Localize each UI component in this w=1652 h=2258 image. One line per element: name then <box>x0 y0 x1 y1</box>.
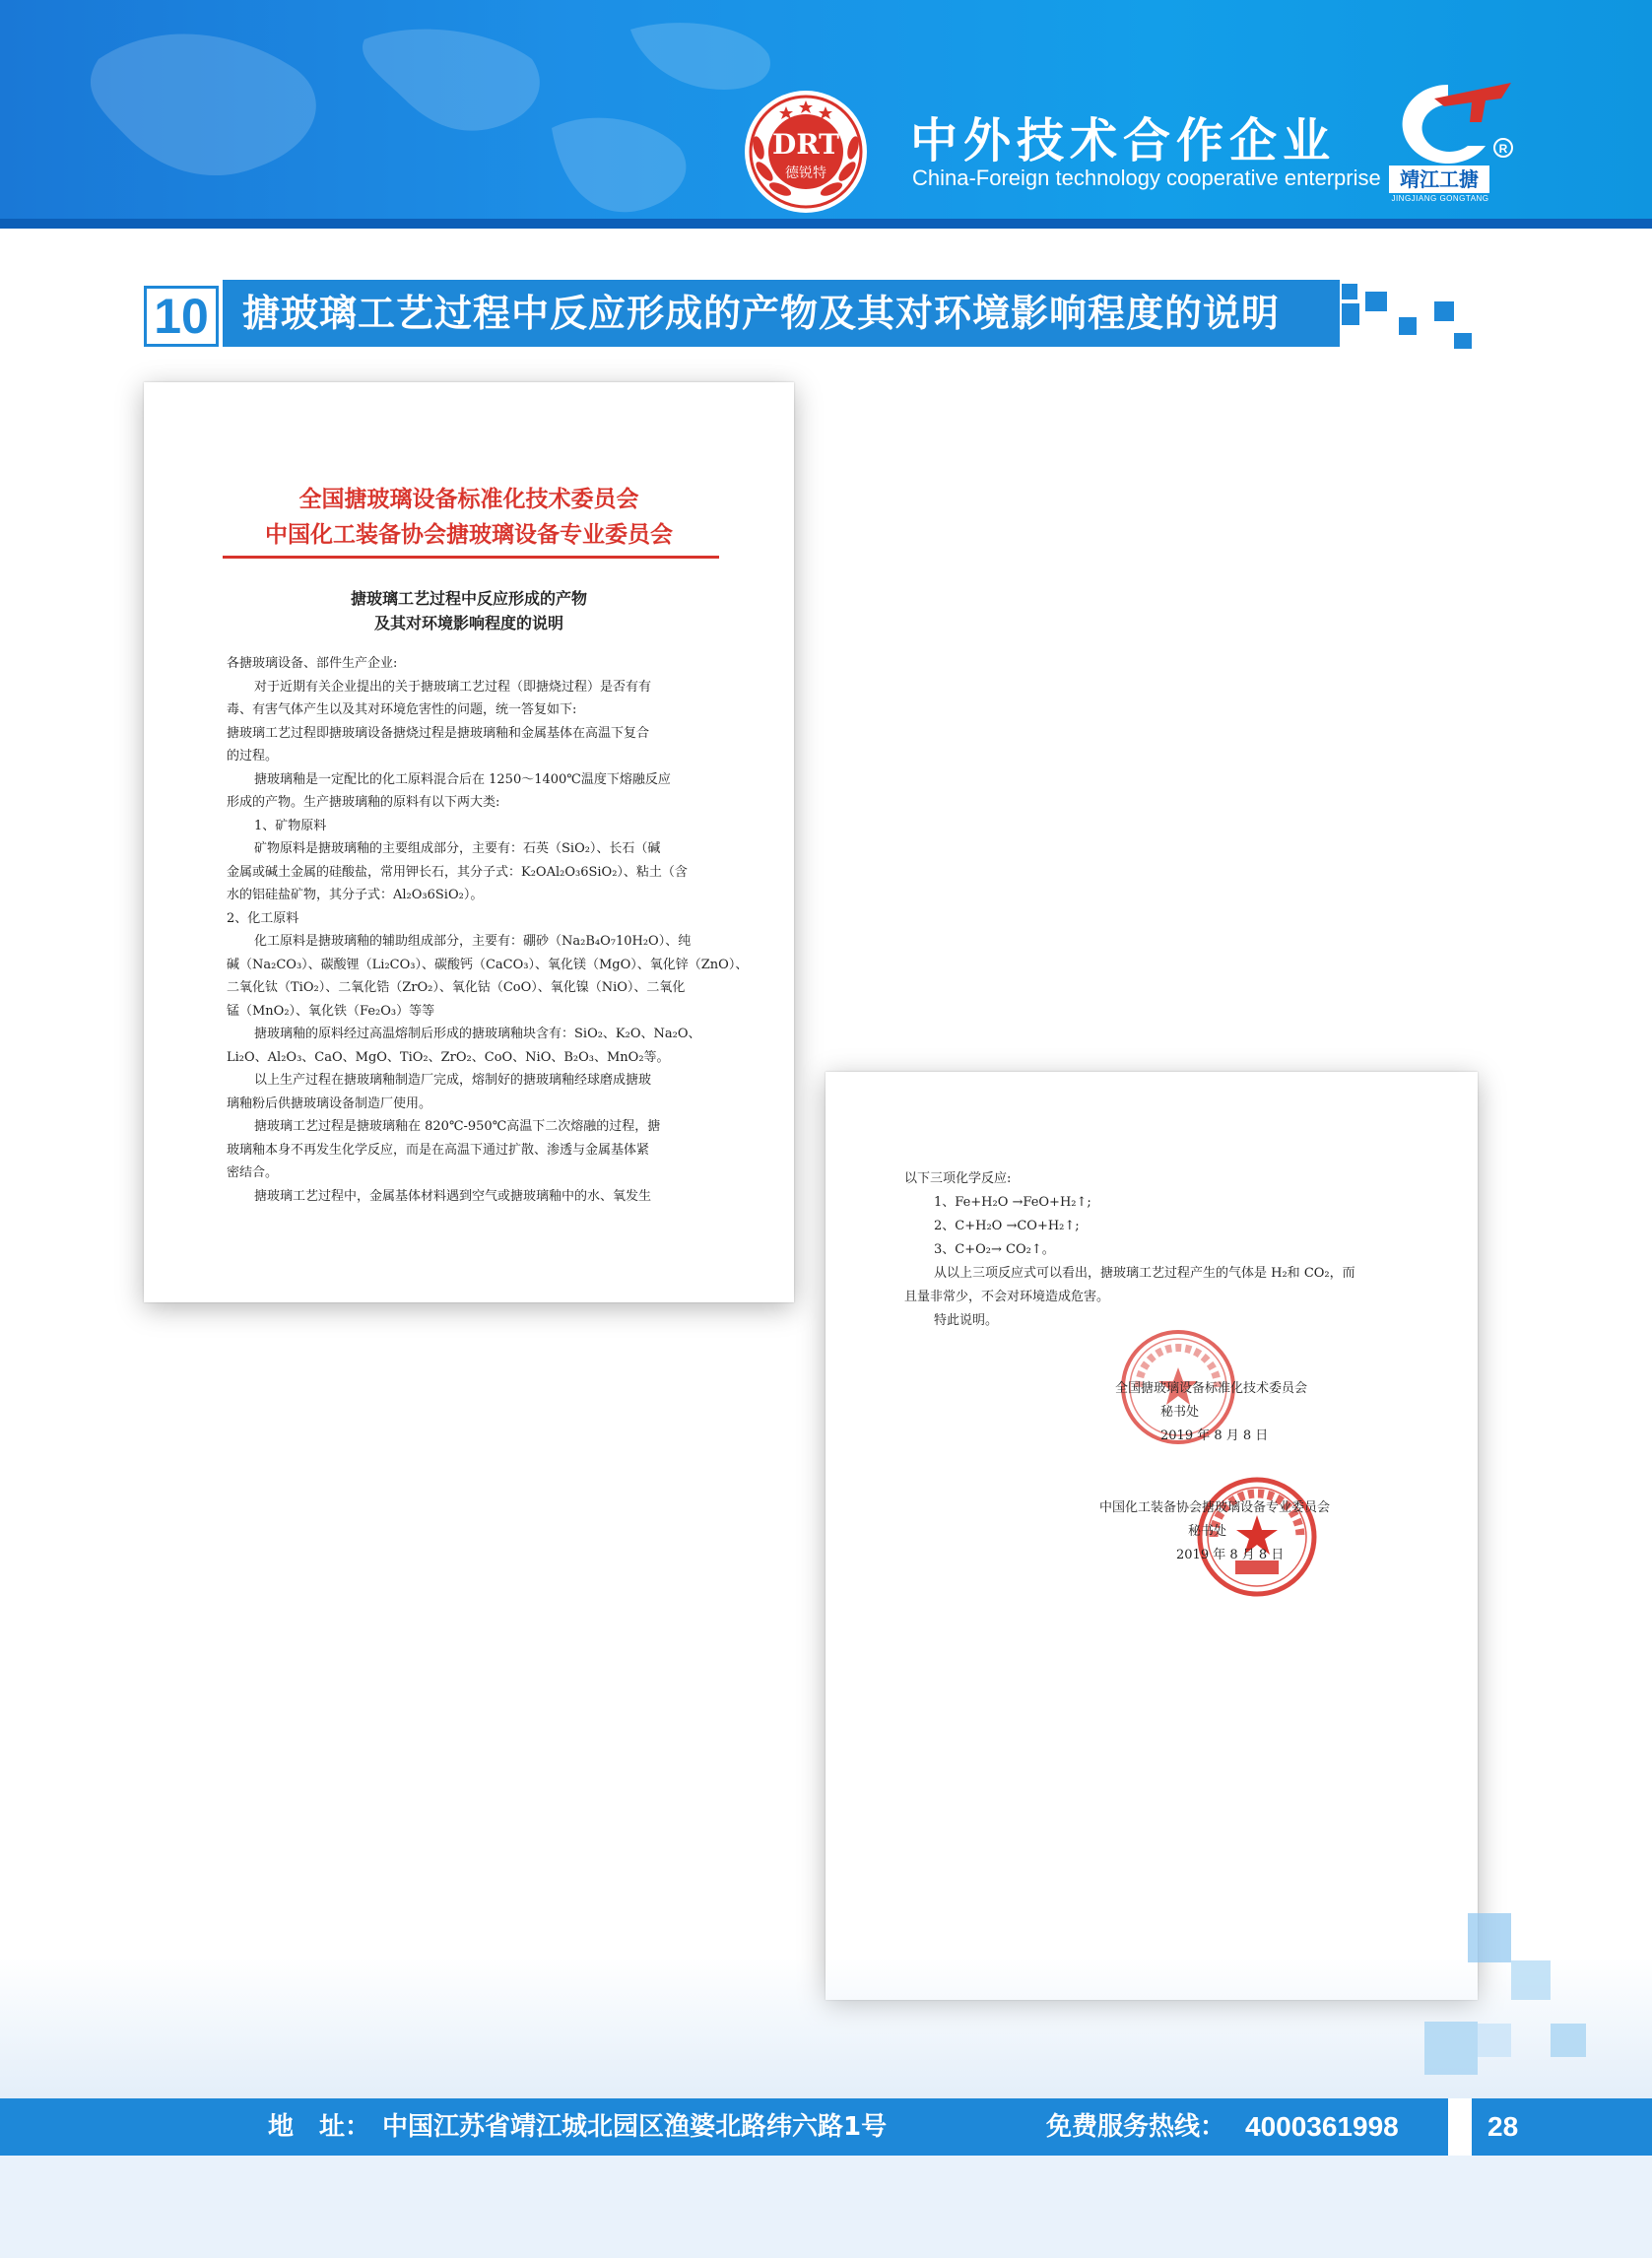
doc1-body-line: 锰（MnO₂）、氧化铁（Fe₂O₃）等等 <box>227 1004 435 1019</box>
footer-address-label: 地 址： <box>268 2112 371 2142</box>
doc1-body-line: 2、化工原料 <box>227 911 299 926</box>
doc1-body-line: 毒、有害气体产生以及其对环境危害性的问题，统一答复如下: <box>227 702 577 717</box>
doc1-title-line-2: 及其对环境影响程度的说明 <box>373 614 563 632</box>
jingjiang-logo-subtext: JINGJIANG GONGTANG <box>1391 194 1489 203</box>
doc2-sign2-dept: 秘书处 <box>1188 1524 1227 1539</box>
doc1-body-line: 搪玻璃工艺过程即搪玻璃设备搪烧过程是搪玻璃釉和金属基体在高温下复合 <box>227 726 650 741</box>
doc2-body-line: 2、C+H₂O →CO+H₂↑; <box>934 1219 1080 1233</box>
doc1-body-line: 玻璃釉本身不再发生化学反应，而是在高温下通过扩散、渗透与金属基体紧 <box>227 1143 650 1158</box>
doc1-body-line: 形成的产物。生产搪玻璃釉的原料有以下两大类: <box>227 795 500 810</box>
doc1-body-line: Li₂O、Al₂O₃、CaO、MgO、TiO₂、ZrO₂、CoO、NiO、B₂O₃、MnO₂等。 <box>227 1050 670 1065</box>
document-page-2 <box>826 1072 1478 2000</box>
doc2-body-line: 且量非常少，不会对环境造成危害。 <box>904 1290 1110 1304</box>
svg-text:德锐特: 德锐特 <box>785 166 826 181</box>
header-bottom-line <box>0 219 1652 229</box>
bottom-light-band <box>0 1959 1652 2098</box>
doc1-body-line: 搪玻璃釉是一定配比的化工原料混合后在 1250～1400℃温度下熔融反应 <box>254 772 671 787</box>
header-title-en: China-Foreign technology cooperative enterprise <box>912 166 1381 190</box>
world-map-background <box>39 0 788 229</box>
doc2-sign1-dept: 秘书处 <box>1160 1405 1200 1420</box>
doc2-body-line: 3、C+O₂→ CO₂↑。 <box>934 1242 1055 1257</box>
doc1-body-line: 各搪玻璃设备、部件生产企业: <box>227 656 398 671</box>
svg-text:R: R <box>1498 142 1508 156</box>
doc2-body-line: 以下三项化学反应: <box>904 1171 1012 1186</box>
jingjiang-logo-text: 靖江工搪 <box>1389 166 1489 193</box>
doc2-body-line: 从以上三项反应式可以看出，搪玻璃工艺过程产生的气体是 H₂和 CO₂，而 <box>934 1266 1355 1281</box>
section-title: 搪玻璃工艺过程中反应形成的产物及其对环境影响程度的说明 <box>242 292 1281 335</box>
footer-hotline: 4000361998 <box>1245 2111 1399 2142</box>
doc2-body-line: 特此说明。 <box>934 1313 999 1328</box>
doc1-body-line: 化工原料是搪玻璃釉的辅助组成部分，主要有：硼砂（Na₂B₄O₇10H₂O）、纯 <box>254 934 692 949</box>
doc1-body-line: 搪玻璃工艺过程是搪玻璃釉在 820℃-950℃高温下二次熔融的过程，搪 <box>254 1119 661 1134</box>
doc1-body-line: 1、矿物原料 <box>254 819 327 833</box>
doc1-body-line: 对于近期有关企业提出的关于搪玻璃工艺过程（即搪烧过程）是否有有 <box>254 680 652 695</box>
doc1-body-line: 水的铝硅盐矿物，其分子式：Al₂O₃6SiO₂）。 <box>227 888 484 902</box>
doc1-body-line: 搪玻璃工艺过程中，金属基体材料遇到空气或搪玻璃釉中的水、氧发生 <box>254 1189 652 1204</box>
page-number: 28 <box>1487 2111 1519 2142</box>
doc1-title-line-1: 搪玻璃工艺过程中反应形成的产物 <box>350 589 587 608</box>
document-page-1 <box>144 382 794 1302</box>
doc1-red-divider <box>223 556 719 559</box>
doc1-body-line: 搪玻璃釉的原料经过高温熔制后形成的搪玻璃釉块含有：SiO₂、K₂O、Na₂O、 <box>254 1027 701 1041</box>
doc1-body-line: 二氧化钛（TiO₂）、二氧化锆（ZrO₂）、氧化钴（CoO）、氧化镍（NiO）、二氧化 <box>227 980 686 995</box>
doc2-sign1-org: 全国搪玻璃设备标准化技术委员会 <box>1115 1381 1308 1396</box>
doc2-body-line: 1、Fe+H₂O →FeO+H₂↑; <box>934 1195 1091 1210</box>
doc1-body-line: 金属或碱土金属的硅酸盐，常用钾长石，其分子式：K₂OAl₂O₃6SiO₂）、粘土（含 <box>227 865 688 880</box>
footer-address: 中国江苏省靖江城北园区渔婆北路纬六路1号 <box>382 2112 888 2142</box>
header-title-cn: 中外技术合作企业 <box>910 113 1337 168</box>
drt-logo <box>741 87 871 217</box>
doc2-sign2-org: 中国化工装备协会搪玻璃设备专业委员会 <box>1099 1500 1331 1515</box>
doc2-sign2-date: 2019 年 8 月 8 日 <box>1176 1548 1285 1562</box>
doc1-body-line: 的过程。 <box>227 749 279 764</box>
doc1-body-line: 密结合。 <box>227 1165 279 1180</box>
doc2-sign1-date: 2019 年 8 月 8 日 <box>1160 1428 1269 1443</box>
doc1-org-line-2: 中国化工装备协会搪玻璃设备专业委员会 <box>265 522 673 548</box>
footer-hotline-label: 免费服务热线： <box>1046 2112 1226 2142</box>
doc1-body-line: 以上生产过程在搪玻璃釉制造厂完成，熔制好的搪玻璃釉经球磨成搪玻 <box>254 1073 652 1088</box>
doc1-org-line-1: 全国搪玻璃设备标准化技术委员会 <box>298 487 639 512</box>
doc1-body-line: 璃釉粉后供搪玻璃设备制造厂使用。 <box>227 1096 432 1111</box>
doc1-body-line: 碱（Na₂CO₃）、碳酸锂（Li₂CO₃）、碳酸钙（CaCO₃）、氧化镁（MgO）、氧化锌（ZnO）、 <box>227 958 749 972</box>
footer-bottom-band <box>0 2156 1652 2258</box>
doc1-body-line: 矿物原料是搪玻璃釉的主要组成部分，主要有：石英（SiO₂）、长石（碱 <box>254 841 661 856</box>
svg-text:DRT: DRT <box>772 128 839 161</box>
section-number: 10 <box>154 289 209 344</box>
